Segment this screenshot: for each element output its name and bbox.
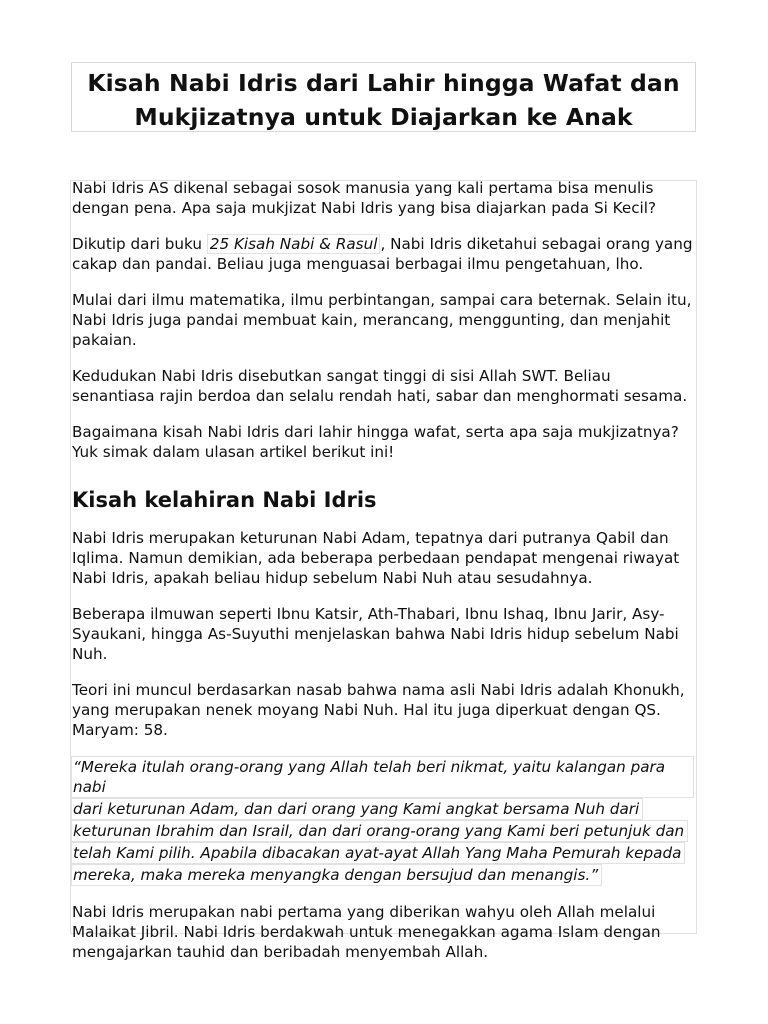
section-paragraph-4: Nabi Idris merupakan nabi pertama yang diberikan wahyu oleh Allah melalui Malaikat Jibril. Nabi Idris berdakwah untuk menegakkan agama Islam dengan mengajarkan tauhid dan beribadah menyembah Allah.: [72, 903, 661, 961]
section-paragraph-3: Teori ini muncul berdasarkan nasab bahwa nama asli Nabi Idris adalah Khonukh, yang merupakan nenek moyang Nabi Nuh. Hal itu juga diperkuat dengan QS. Maryam: 58.: [72, 681, 685, 739]
section-paragraph-2: Beberapa ilmuwan seperti Ibnu Katsir, Ath-Thabari, Ibnu Ishaq, Ibnu Jarir, Asy-Syaukani, hingga As-Suyuthi menjelaskan bahwa Nabi Idris hidup sebelum Nabi Nuh.: [72, 605, 679, 663]
quran-quote: [72, 756, 694, 886]
quote-line: “Mereka itulah orang-orang yang Allah telah beri nikmat, yaitu kalangan para nabi: [71, 756, 694, 798]
intro-paragraph-3: Mulai dari ilmu matematika, ilmu perbintangan, sampai cara beternak. Selain itu, Nabi Idris juga pandai membuat kain, merancang, menggunting, dan menjahit pakaian.: [72, 291, 692, 349]
intro-paragraph-2-lead: Dikutip dari buku: [72, 235, 207, 253]
quote-line: telah Kami pilih. Apabila dibacakan ayat-ayat Allah Yang Maha Pemurah kepada: [71, 842, 685, 864]
quote-line: keturunan Ibrahim dan Israil, dan dari orang-orang yang Kami beri petunjuk dan: [71, 820, 688, 842]
intro-paragraph-1: Nabi Idris AS dikenal sebagai sosok manusia yang kali pertama bisa menulis dengan pena. Apa saja mukjizat Nabi Idris yang bisa diajarkan pada Si Kecil?: [72, 179, 657, 217]
intro-paragraph-5: Bagaimana kisah Nabi Idris dari lahir hingga wafat, serta apa saja mukjizatnya? Yuk simak dalam ulasan artikel berikut ini!: [72, 423, 679, 461]
intro-paragraph-4: Kedudukan Nabi Idris disebutkan sangat tinggi di sisi Allah SWT. Beliau senantiasa rajin berdoa dan selalu rendah hati, sabar dan menghormati sesama.: [72, 367, 688, 405]
quote-line: mereka, maka mereka menyangka dengan bersujud dan menangis.”: [71, 864, 602, 886]
article-title: Kisah Nabi Idris dari Lahir hingga Wafat dan Mukjizatnya untuk Diajarkan ke Anak: [87, 69, 680, 131]
intro-paragraph-2-rest: , Nabi Idris diketahui sebagai orang yang cakap dan pandai. Beliau juga menguasai berbagai ilmu pengetahuan, lho.: [72, 235, 693, 273]
intro-paragraph-2: [72, 234, 694, 274]
section-heading: Kisah kelahiran Nabi Idris: [72, 488, 377, 512]
article-body: [72, 178, 694, 978]
section-paragraph-1: Nabi Idris merupakan keturunan Nabi Adam, tepatnya dari putranya Qabil dan Iqlima. Namun demikian, ada beberapa perbedaan pendapat mengenai riwayat Nabi Idris, apakah beliau hidup sebelum Nabi Nuh atau sesudahnya.: [72, 529, 680, 587]
article-title-box: [71, 62, 696, 132]
quote-line: dari keturunan Adam, dan dari orang yang Kami angkat bersama Nuh dari: [71, 798, 643, 820]
book-title: 25 Kisah Nabi & Rasul: [207, 234, 381, 254]
